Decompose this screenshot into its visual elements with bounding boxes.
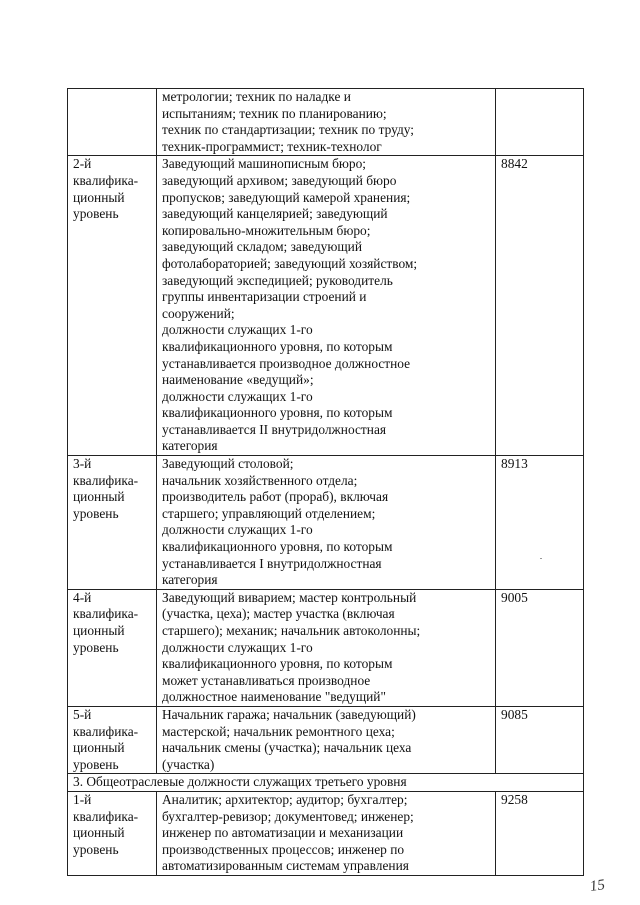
level-text: квалифика- [73,606,139,622]
text-line: Аналитик; архитектор; аудитор; бухгалтер; [162,791,408,807]
text-line: квалификационного уровня, по которым [162,405,393,421]
level-text: 5-й [73,706,92,722]
text-line: старшего; управляющий отделением; [162,505,376,521]
level-text: 3-й [73,456,92,472]
text-line: категория [162,572,218,588]
text-line: начальник хозяйственного отдела; [162,472,358,488]
text-line: устанавливается II внутридолжностная [162,421,387,437]
text-line: Начальник гаража; начальник (заведующий) [162,706,416,722]
description-cell [157,791,496,875]
section-heading-row [68,774,584,792]
scan-speck [540,558,542,559]
level-text: уровень [73,639,119,655]
level-text: ционный [73,623,125,638]
table-row [68,156,584,456]
text-line: может устанавливаться производное [162,672,371,688]
text-line: начальник смены (участка); начальник цеха [162,740,412,756]
text-line: пропусков; заведующий камерой хранения; [162,189,411,205]
code-cell [496,89,584,156]
text-line: фотолабораторией; заведующий хозяйством; [162,255,418,271]
text-line: должности служащих 1-го [162,322,313,338]
code-value: 9085 [501,706,528,722]
text-line: мастерской; начальник ремонтного цеха; [162,723,395,739]
level-cell [68,706,157,773]
text-line: техник-программист; техник-технолог [162,138,382,154]
level-text: уровень [73,505,119,521]
text-line: устанавливается производное должностное [162,355,411,371]
code-value: 8842 [501,156,528,172]
text-line: должностное наименование "ведущий" [162,689,386,705]
level-text: ционный [73,740,125,756]
text-line: Заведующий виварием; мастер контрольный [162,589,417,605]
text-line: квалификационного уровня, по которым [162,338,393,354]
level-text: квалифика- [73,472,139,488]
table-row [68,456,584,590]
text-line: производитель работ (прораб), включая [162,489,389,505]
description-cell [157,706,496,773]
level-text: квалифика- [73,172,139,188]
code-value: 9258 [501,791,528,807]
code-cell [496,706,584,773]
table-row [68,589,584,706]
level-text: ционный [73,825,125,841]
text-line: метрологии; техник по наладке и [162,89,351,104]
text-line: квалификационного уровня, по которым [162,539,393,555]
text-line: должности служащих 1-го [162,639,313,655]
text-line: заведующий экспедицией; руководитель [162,272,393,288]
text-line: Заведующий столовой; [162,456,294,472]
text-line: категория [162,438,218,454]
level-text: 1-й [73,791,92,807]
level-text: квалифика- [73,723,139,739]
text-line: заведующий архивом; заведующий бюро [162,172,397,188]
text-line: Заведующий машинописным бюро; [162,156,367,172]
level-text: ционный [73,189,125,205]
text-line: должности служащих 1-го [162,522,313,538]
level-text: уровень [73,206,119,222]
code-value: 8913 [501,456,528,472]
text-line: копировально-множительным бюро; [162,222,371,238]
text-line: заведующий складом; заведующий [162,239,363,255]
text-line: техник по стандартизации; техник по труду; [162,122,415,138]
code-value: 9005 [501,589,528,605]
code-cell [496,791,584,875]
text-line: старшего); механик; начальник автоколонны; [162,623,421,638]
text-line: группы инвентаризации строений и [162,289,367,305]
level-cell [68,589,157,706]
level-text: квалифика- [73,808,139,824]
text-line: производственных процессов; инженер по [162,841,405,857]
table-row [68,89,584,156]
text-line: должности служащих 1-го [162,388,313,404]
text-line: сооружений; [162,305,235,321]
table-row [68,791,584,875]
text-line: заведующий канцелярией; заведующий [162,206,388,222]
level-text: уровень [73,841,119,857]
qualification-table [67,88,584,876]
level-cell [68,156,157,456]
level-cell [68,89,157,156]
level-cell [68,456,157,590]
text-line: (участка, цеха); мастер участка (включая [162,606,395,622]
description-cell [157,156,496,456]
description-cell [157,456,496,590]
level-cell [68,791,157,875]
text-line: автоматизированным системам управления [162,858,409,874]
description-cell [157,89,496,156]
section-heading: 3. Общеотраслевые должности служащих третьего уровня [68,774,584,792]
level-text: 4-й [73,589,92,605]
text-line: инженер по автоматизации и механизации [162,825,404,841]
text-line: (участка) [162,756,215,772]
code-cell [496,589,584,706]
level-text: уровень [73,756,119,772]
level-text: 2-й [73,156,92,172]
text-line: квалификационного уровня, по которым [162,656,393,672]
description-cell [157,589,496,706]
page-number: 15 [588,877,606,895]
text-line: испытаниям; техник по планированию; [162,105,387,121]
code-cell [496,456,584,590]
text-line: бухгалтер-ревизор; документовед; инженер; [162,808,414,824]
text-line: наименование «ведущий»; [162,372,314,388]
table-row [68,706,584,773]
text-line: устанавливается I внутридолжностная [162,555,382,571]
code-cell [496,156,584,456]
level-text: ционный [73,489,125,505]
